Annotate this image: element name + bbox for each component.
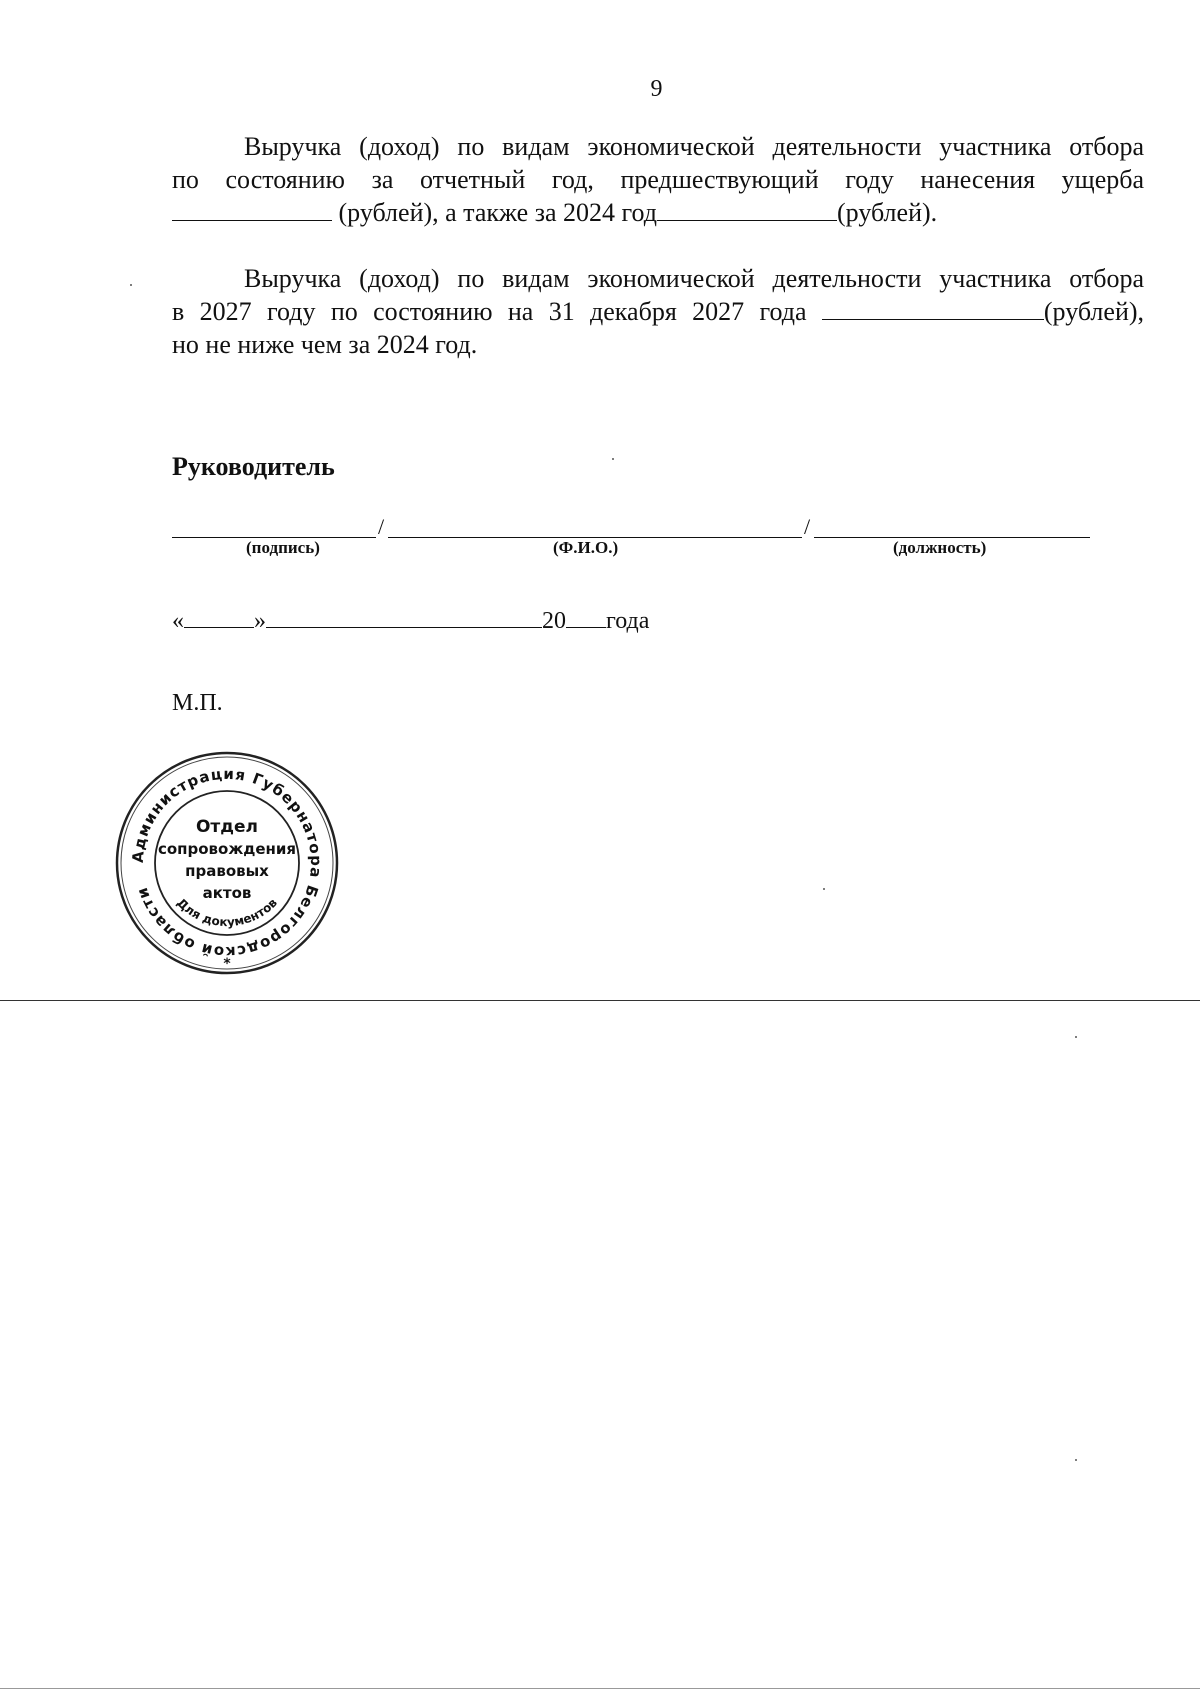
stamp-bottom-text: Для документов bbox=[174, 895, 280, 930]
caption-name: (Ф.И.О.) bbox=[553, 538, 619, 557]
scan-bottom-edge bbox=[0, 1688, 1200, 1689]
scan-divider-line bbox=[0, 1000, 1200, 1001]
scan-speck bbox=[1075, 1459, 1077, 1461]
paragraph2-line2b: (рублей), bbox=[1043, 297, 1145, 326]
paragraph-revenue-reporting-year bbox=[172, 130, 1144, 229]
scan-speck bbox=[1075, 1036, 1077, 1038]
stamp-ring-text: Администрация Губернатора Белгородской области bbox=[128, 764, 326, 962]
date-row bbox=[172, 606, 649, 636]
date-close-quote: » bbox=[254, 608, 266, 634]
seal-place-label: М.П. bbox=[172, 690, 223, 716]
paragraph2-line2a: в 2027 году по состоянию на 31 декабря 2027 года bbox=[172, 297, 807, 326]
stamp-star: * bbox=[223, 956, 231, 972]
caption-position: (должность) bbox=[893, 538, 987, 557]
signature-row bbox=[172, 510, 1090, 538]
paragraph2-line1: Выручка (доход) по видам экономической деятельности участника отбора bbox=[244, 264, 1144, 293]
head-label: Руководитель bbox=[172, 452, 335, 481]
paragraph1-line2: по состоянию за отчетный год, предшествующий году нанесения ущерба bbox=[172, 165, 1144, 194]
date-suffix: года bbox=[606, 608, 650, 634]
paragraph1-part-a: (рублей), а также за 2024 год bbox=[338, 198, 657, 227]
caption-signature: (подпись) bbox=[246, 538, 320, 557]
separator-slash-2: / bbox=[804, 514, 811, 539]
scan-speck bbox=[130, 284, 132, 286]
stamp-center-line-4: актов bbox=[202, 884, 252, 902]
blank-field-2027-revenue[interactable] bbox=[822, 299, 1044, 320]
official-stamp bbox=[112, 748, 342, 978]
separator-slash-1: / bbox=[378, 514, 385, 539]
page-number: 9 bbox=[650, 76, 663, 102]
scan-speck bbox=[612, 458, 614, 460]
blank-field-year[interactable] bbox=[566, 609, 606, 628]
stamp-center-line-3: правовых bbox=[185, 862, 269, 880]
blank-field-day[interactable] bbox=[184, 609, 254, 628]
blank-field-month[interactable] bbox=[266, 609, 542, 628]
date-open-quote: « bbox=[172, 608, 184, 634]
date-century: 20 bbox=[542, 608, 566, 634]
paragraph2-line3: но не ниже чем за 2024 год. bbox=[172, 330, 478, 359]
scan-speck bbox=[823, 888, 825, 890]
blank-field-2024-revenue[interactable] bbox=[657, 200, 837, 221]
stamp-center-line-2: сопровождения bbox=[157, 840, 297, 858]
stamp-center-line-1: Отдел bbox=[195, 817, 259, 837]
paragraph1-line1: Выручка (доход) по видам экономической деятельности участника отбора bbox=[244, 132, 1144, 161]
blank-field-reporting-year-revenue[interactable] bbox=[172, 200, 332, 221]
paragraph1-part-b: (рублей). bbox=[837, 198, 938, 227]
paragraph-revenue-2027 bbox=[172, 262, 1144, 361]
